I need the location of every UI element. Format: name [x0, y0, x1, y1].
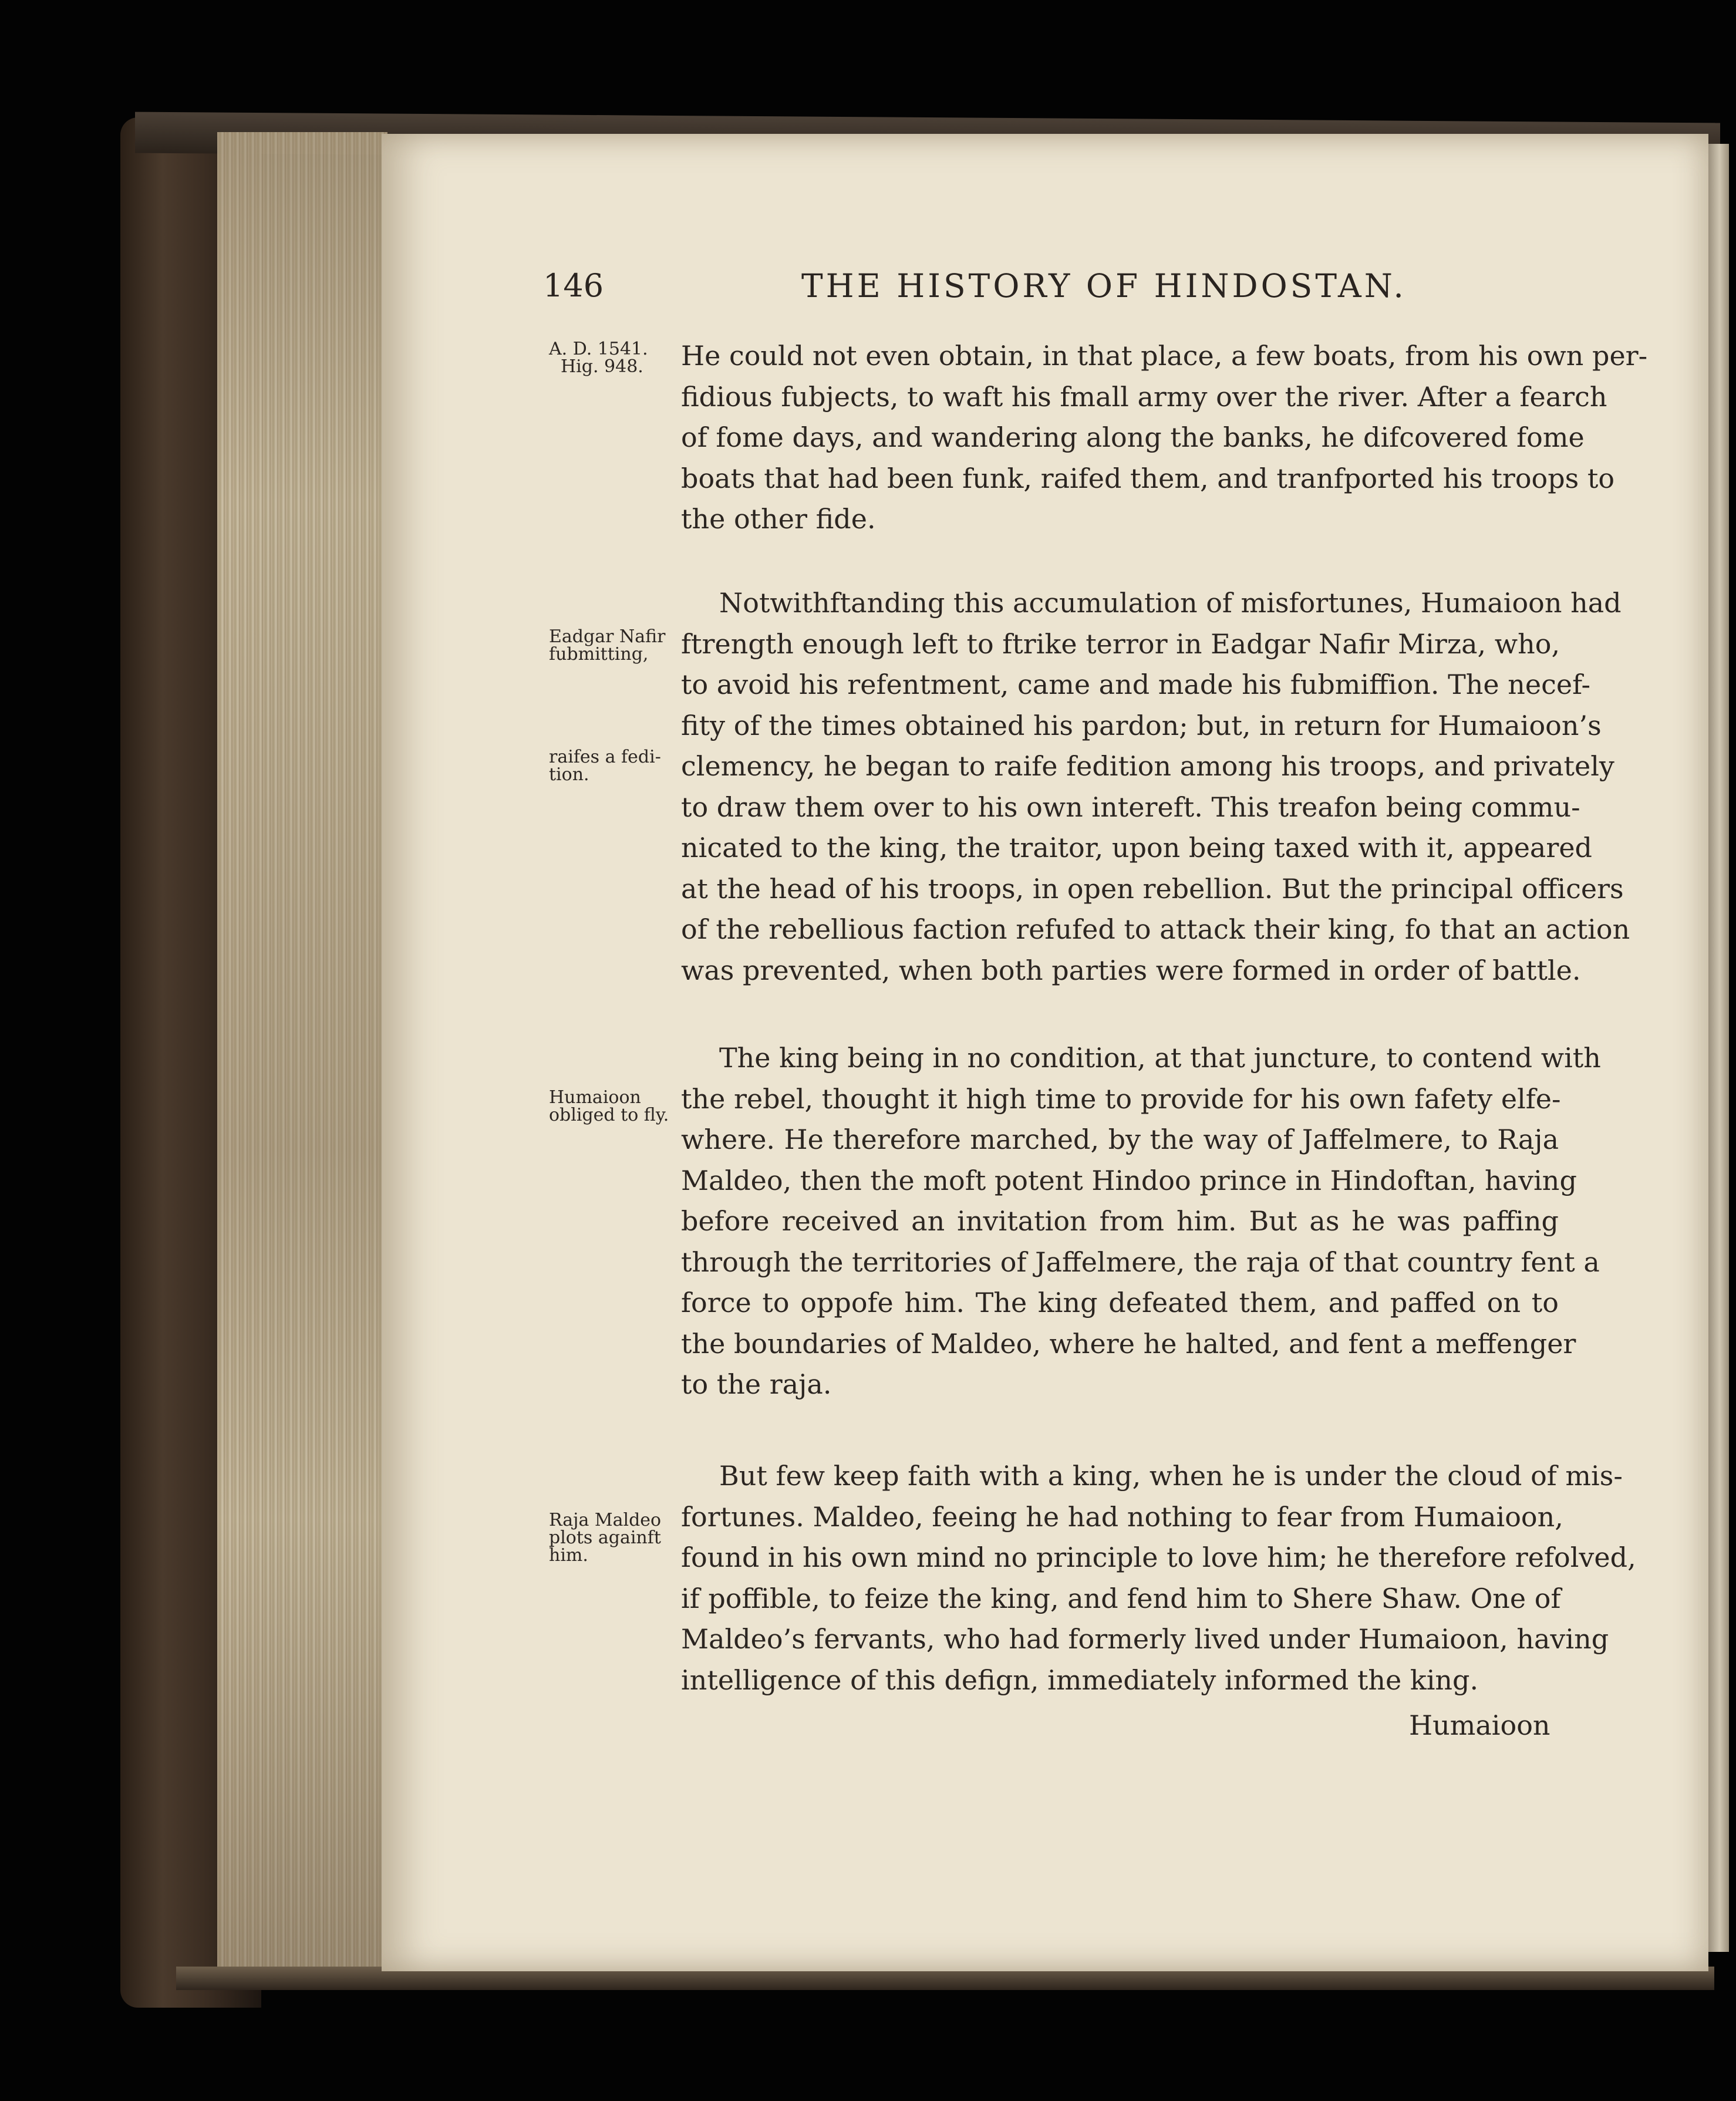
text-line: of the rebellious faction refufed to attack their king, fo that an action — [681, 913, 1630, 945]
facing-page-edge — [1705, 144, 1729, 1952]
margin-note-humaioon-flees — [549, 1089, 684, 1124]
text-line: Maldeo’s fervants, who had formerly lived under Humaioon, having — [681, 1623, 1609, 1655]
text-line: fity of the times obtained his pardon; but, in return for Humaioon’s — [681, 709, 1602, 741]
text-line: before received an invitation from him. But as he was paffing — [681, 1205, 1559, 1237]
text-line: The king being in no condition, at that juncture, to contend with — [719, 1042, 1601, 1074]
paragraph-3 — [681, 1038, 1601, 1405]
margin-note-line: raifes a fedi- — [549, 747, 661, 767]
margin-note-eadgar — [549, 628, 684, 663]
text-line: was prevented, when both parties were formed in order of battle. — [681, 954, 1581, 986]
text-line: But few keep faith with a king, when he is under the cloud of mis- — [719, 1460, 1623, 1492]
paragraph-1 — [681, 336, 1648, 540]
margin-note-line: tion. — [549, 764, 589, 785]
page-number: 146 — [543, 267, 604, 304]
paragraph-4 — [681, 1456, 1636, 1701]
margin-note-line: Eadgar Nafir — [549, 626, 666, 647]
text-line: Maldeo, then the moft potent Hindoo prince in Hindoftan, having — [681, 1164, 1577, 1196]
running-title: THE HISTORY OF HINDOSTAN. — [801, 267, 1407, 305]
text-line: to draw them over to his own intereft. This treafon being commu- — [681, 791, 1580, 823]
text-line: to avoid his refentment, came and made his fubmiffion. The necef- — [681, 669, 1590, 700]
margin-note-date — [549, 340, 684, 376]
paragraph-2 — [681, 583, 1630, 991]
text-line: Notwithftanding this accumulation of misfortunes, Humaioon had — [719, 587, 1622, 619]
margin-note-line: obliged to fly. — [549, 1105, 669, 1125]
text-line: ftrength enough left to ftrike terror in Eadgar Nafir Mirza, who, — [681, 628, 1560, 660]
text-line: the other fide. — [681, 503, 876, 535]
text-line: the boundaries of Maldeo, where he halted, and fent a meffenger — [681, 1327, 1576, 1360]
text-line: clemency, he began to raife fedition among his troops, and privately — [681, 750, 1614, 782]
text-line: He could not even obtain, in that place, a few boats, from his own per- — [681, 340, 1648, 372]
text-line: force to oppofe him. The king defeated them, and paffed on to — [681, 1287, 1559, 1318]
margin-note-line: fubmitting, — [549, 644, 649, 665]
text-line: through the territories of Jaffelmere, the raja of that country fent a — [681, 1246, 1600, 1278]
text-line: boats that had been funk, raifed them, and tranfported his troops to — [681, 462, 1615, 494]
text-line: fidious fubjects, to waft his fmall army over the river. After a fearch — [681, 380, 1607, 413]
margin-note-maldeo-plots — [549, 1512, 684, 1564]
text-line: where. He therefore marched, by the way of Jaffelmere, to Raja — [681, 1124, 1559, 1155]
margin-note-sedition — [549, 748, 684, 784]
text-line: found in his own mind no principle to love him; he therefore refolved, — [681, 1542, 1636, 1573]
text-line: if poffible, to feize the king, and fend him to Shere Shaw. One of — [681, 1582, 1561, 1614]
text-line: fortunes. Maldeo, feeing he had nothing to fear from Humaioon, — [681, 1500, 1563, 1533]
text-line: to the raja. — [681, 1368, 832, 1400]
margin-note-line: Hig. 948. — [561, 356, 643, 377]
text-line: intelligence of this defign, immediately informed the king. — [681, 1664, 1479, 1696]
margin-note-line: Raja Maldeo — [549, 1510, 662, 1530]
text-line: the rebel, thought it high time to provide for his own fafety elfe- — [681, 1082, 1561, 1115]
margin-note-line: Humaioon — [549, 1087, 641, 1108]
running-header — [543, 267, 1576, 308]
margin-note-line: plots againft — [549, 1527, 661, 1548]
text-line: at the head of his troops, in open rebellion. But the principal officers — [681, 872, 1624, 905]
text-line: of fome days, and wandering along the banks, he difcovered fome — [681, 421, 1585, 453]
page-edges — [217, 132, 387, 1981]
margin-note-line: A. D. 1541. — [549, 339, 648, 359]
catchword: Humaioon — [1409, 1709, 1550, 1741]
text-line: nicated to the king, the traitor, upon being taxed with it, appeared — [681, 832, 1593, 864]
margin-note-line: him. — [549, 1545, 588, 1566]
